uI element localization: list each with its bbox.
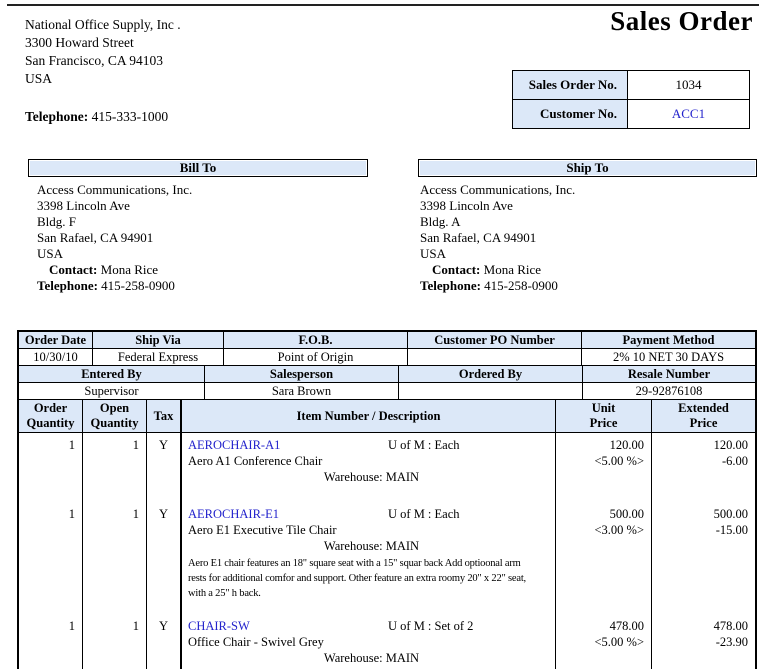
item-long-description: Aero E1 chair features an 18" square seat with a 15" squar back Add optioonal arm rests for additional comfor and support. Other feature an extra roomy 20" x 22" seat, with a 25" h back. <box>188 558 526 599</box>
item-number-link[interactable]: AEROCHAIR-E1 <box>188 507 279 521</box>
ship-via-header: Ship Via <box>93 332 224 348</box>
payment-method-value: 2% 10 NET 30 DAYS <box>612 350 725 364</box>
unit-of-measure: U of M : Each <box>388 438 460 452</box>
ship-to-header: Ship To <box>418 159 757 177</box>
entered-by-header-row <box>19 366 755 383</box>
item-description-header: Item Number / Description <box>182 400 556 432</box>
telephone-label: Telephone: <box>25 109 89 124</box>
order-details-value-row <box>19 349 755 366</box>
company-telephone <box>25 108 181 126</box>
open-quantity-header: Open Quantity <box>83 400 147 432</box>
entered-by-value-row <box>19 383 755 400</box>
bill-to-header: Bill To <box>28 159 368 177</box>
extended-discount: -6.00 <box>721 454 748 468</box>
extended-discount: -23.90 <box>715 635 748 649</box>
item-number-link[interactable]: AEROCHAIR-A1 <box>188 438 281 452</box>
table-row <box>513 100 750 129</box>
item-description-cell <box>182 433 556 502</box>
telephone-label: Telephone: <box>420 278 481 293</box>
open-quantity-cell: 1 <box>83 502 147 614</box>
company-address-line: USA <box>25 71 53 86</box>
item-description-cell <box>182 614 556 669</box>
ship-to-line: 3398 Lincoln Ave <box>420 198 513 213</box>
page-title: Sales Order <box>610 6 753 36</box>
sales-order-no-label: Sales Order No. <box>513 71 628 100</box>
line-item-row <box>19 433 755 502</box>
ship-to-address <box>420 182 575 294</box>
extended-discount: -15.00 <box>715 523 748 537</box>
ship-to-line: San Rafael, CA 94901 <box>420 230 537 245</box>
warehouse-text: Warehouse: MAIN <box>323 539 420 553</box>
ship-to-contact <box>420 262 575 278</box>
order-ref-table <box>512 70 750 129</box>
ship-to-telephone <box>420 278 575 294</box>
bill-to-line: Bldg. F <box>37 214 77 229</box>
order-details-header-row <box>19 332 755 349</box>
bill-to-telephone <box>37 278 192 294</box>
contact-label: Contact: <box>432 262 481 277</box>
order-quantity-cell: 1 <box>19 502 83 614</box>
resale-number-header: Resale Number <box>583 366 755 382</box>
tax-cell: Y <box>147 502 182 614</box>
customer-po-header: Customer PO Number <box>408 332 582 348</box>
resale-number-value: 29-92876108 <box>635 384 703 398</box>
unit-price-cell: 500.00 <3.00 %> <box>556 502 652 614</box>
customer-po-value <box>408 349 582 365</box>
bill-to-line: 3398 Lincoln Ave <box>37 198 130 213</box>
item-description-text: Office Chair - Swivel Grey <box>188 635 324 649</box>
salesperson-header: Salesperson <box>205 366 399 382</box>
telephone-label: Telephone: <box>37 278 98 293</box>
open-quantity-cell: 1 <box>83 614 147 669</box>
unit-of-measure: U of M : Each <box>388 507 460 521</box>
table-row <box>513 71 750 100</box>
bill-to-line: San Rafael, CA 94901 <box>37 230 154 245</box>
extended-price-cell: 500.00 -15.00 <box>652 502 755 614</box>
line-items-header-row <box>19 400 755 433</box>
extended-price-cell: 478.00 -23.90 <box>652 614 755 669</box>
order-quantity-header: Order Quantity <box>19 400 83 432</box>
customer-no-label: Customer No. <box>513 100 628 129</box>
fob-value: Point of Origin <box>224 349 408 365</box>
item-description-text: Aero E1 Executive Tile Chair <box>188 523 337 537</box>
ordered-by-value <box>399 383 583 399</box>
customer-no-link[interactable]: ACC1 <box>628 100 750 129</box>
fob-header: F.O.B. <box>224 332 408 348</box>
salesperson-value: Sara Brown <box>205 383 399 399</box>
warehouse-text: Warehouse: MAIN <box>323 651 420 665</box>
bill-to-contact <box>37 262 192 278</box>
ship-via-value: Federal Express <box>93 349 224 365</box>
item-description-text: Aero A1 Conference Chair <box>188 454 323 468</box>
telephone-value: 415-333-1000 <box>91 109 169 124</box>
tax-header: Tax <box>147 400 182 432</box>
ship-to-line: Access Communications, Inc. <box>420 182 576 197</box>
ship-to-line: Bldg. A <box>420 214 461 229</box>
extended-price-header: Extended Price <box>652 400 755 432</box>
contact-value: Mona Rice <box>100 262 159 277</box>
bill-to-address <box>37 182 192 294</box>
order-quantity-cell: 1 <box>19 433 83 502</box>
tax-cell: Y <box>147 433 182 502</box>
open-quantity-cell: 1 <box>83 433 147 502</box>
order-date-header: Order Date <box>19 332 93 348</box>
contact-label: Contact: <box>49 262 98 277</box>
ordered-by-header: Ordered By <box>399 366 583 382</box>
company-address-line: 3300 Howard Street <box>25 35 134 50</box>
unit-of-measure: U of M : Set of 2 <box>388 619 474 633</box>
unit-discount: <3.00 %> <box>594 523 644 537</box>
bill-to-line: Access Communications, Inc. <box>37 182 193 197</box>
telephone-value: 415-258-0900 <box>484 278 558 293</box>
order-table <box>17 330 757 669</box>
company-name: National Office Supply, Inc . <box>25 17 181 32</box>
company-address-line: San Francisco, CA 94103 <box>25 53 163 68</box>
sales-order-no-value: 1034 <box>628 71 750 100</box>
ship-to-line: USA <box>420 246 447 261</box>
payment-method-header: Payment Method <box>582 332 755 348</box>
entered-by-value: Supervisor <box>19 383 205 399</box>
tax-cell: Y <box>147 614 182 669</box>
line-item-row <box>19 614 755 669</box>
item-description-cell <box>182 502 556 614</box>
unit-discount: <5.00 %> <box>594 635 644 649</box>
bill-to-line: USA <box>37 246 64 261</box>
company-block <box>25 16 181 126</box>
item-number-link[interactable]: CHAIR-SW <box>188 619 250 633</box>
extended-price-cell: 120.00 -6.00 <box>652 433 755 502</box>
contact-value: Mona Rice <box>483 262 542 277</box>
entered-by-header: Entered By <box>19 366 205 382</box>
unit-discount: <5.00 %> <box>594 454 644 468</box>
unit-price-cell: 120.00 <5.00 %> <box>556 433 652 502</box>
line-item-row <box>19 502 755 614</box>
order-quantity-cell: 1 <box>19 614 83 669</box>
unit-price-cell: 478.00 <5.00 %> <box>556 614 652 669</box>
warehouse-text: Warehouse: MAIN <box>323 470 420 484</box>
unit-price-header: Unit Price <box>556 400 652 432</box>
telephone-value: 415-258-0900 <box>101 278 175 293</box>
order-date-value: 10/30/10 <box>19 349 93 365</box>
